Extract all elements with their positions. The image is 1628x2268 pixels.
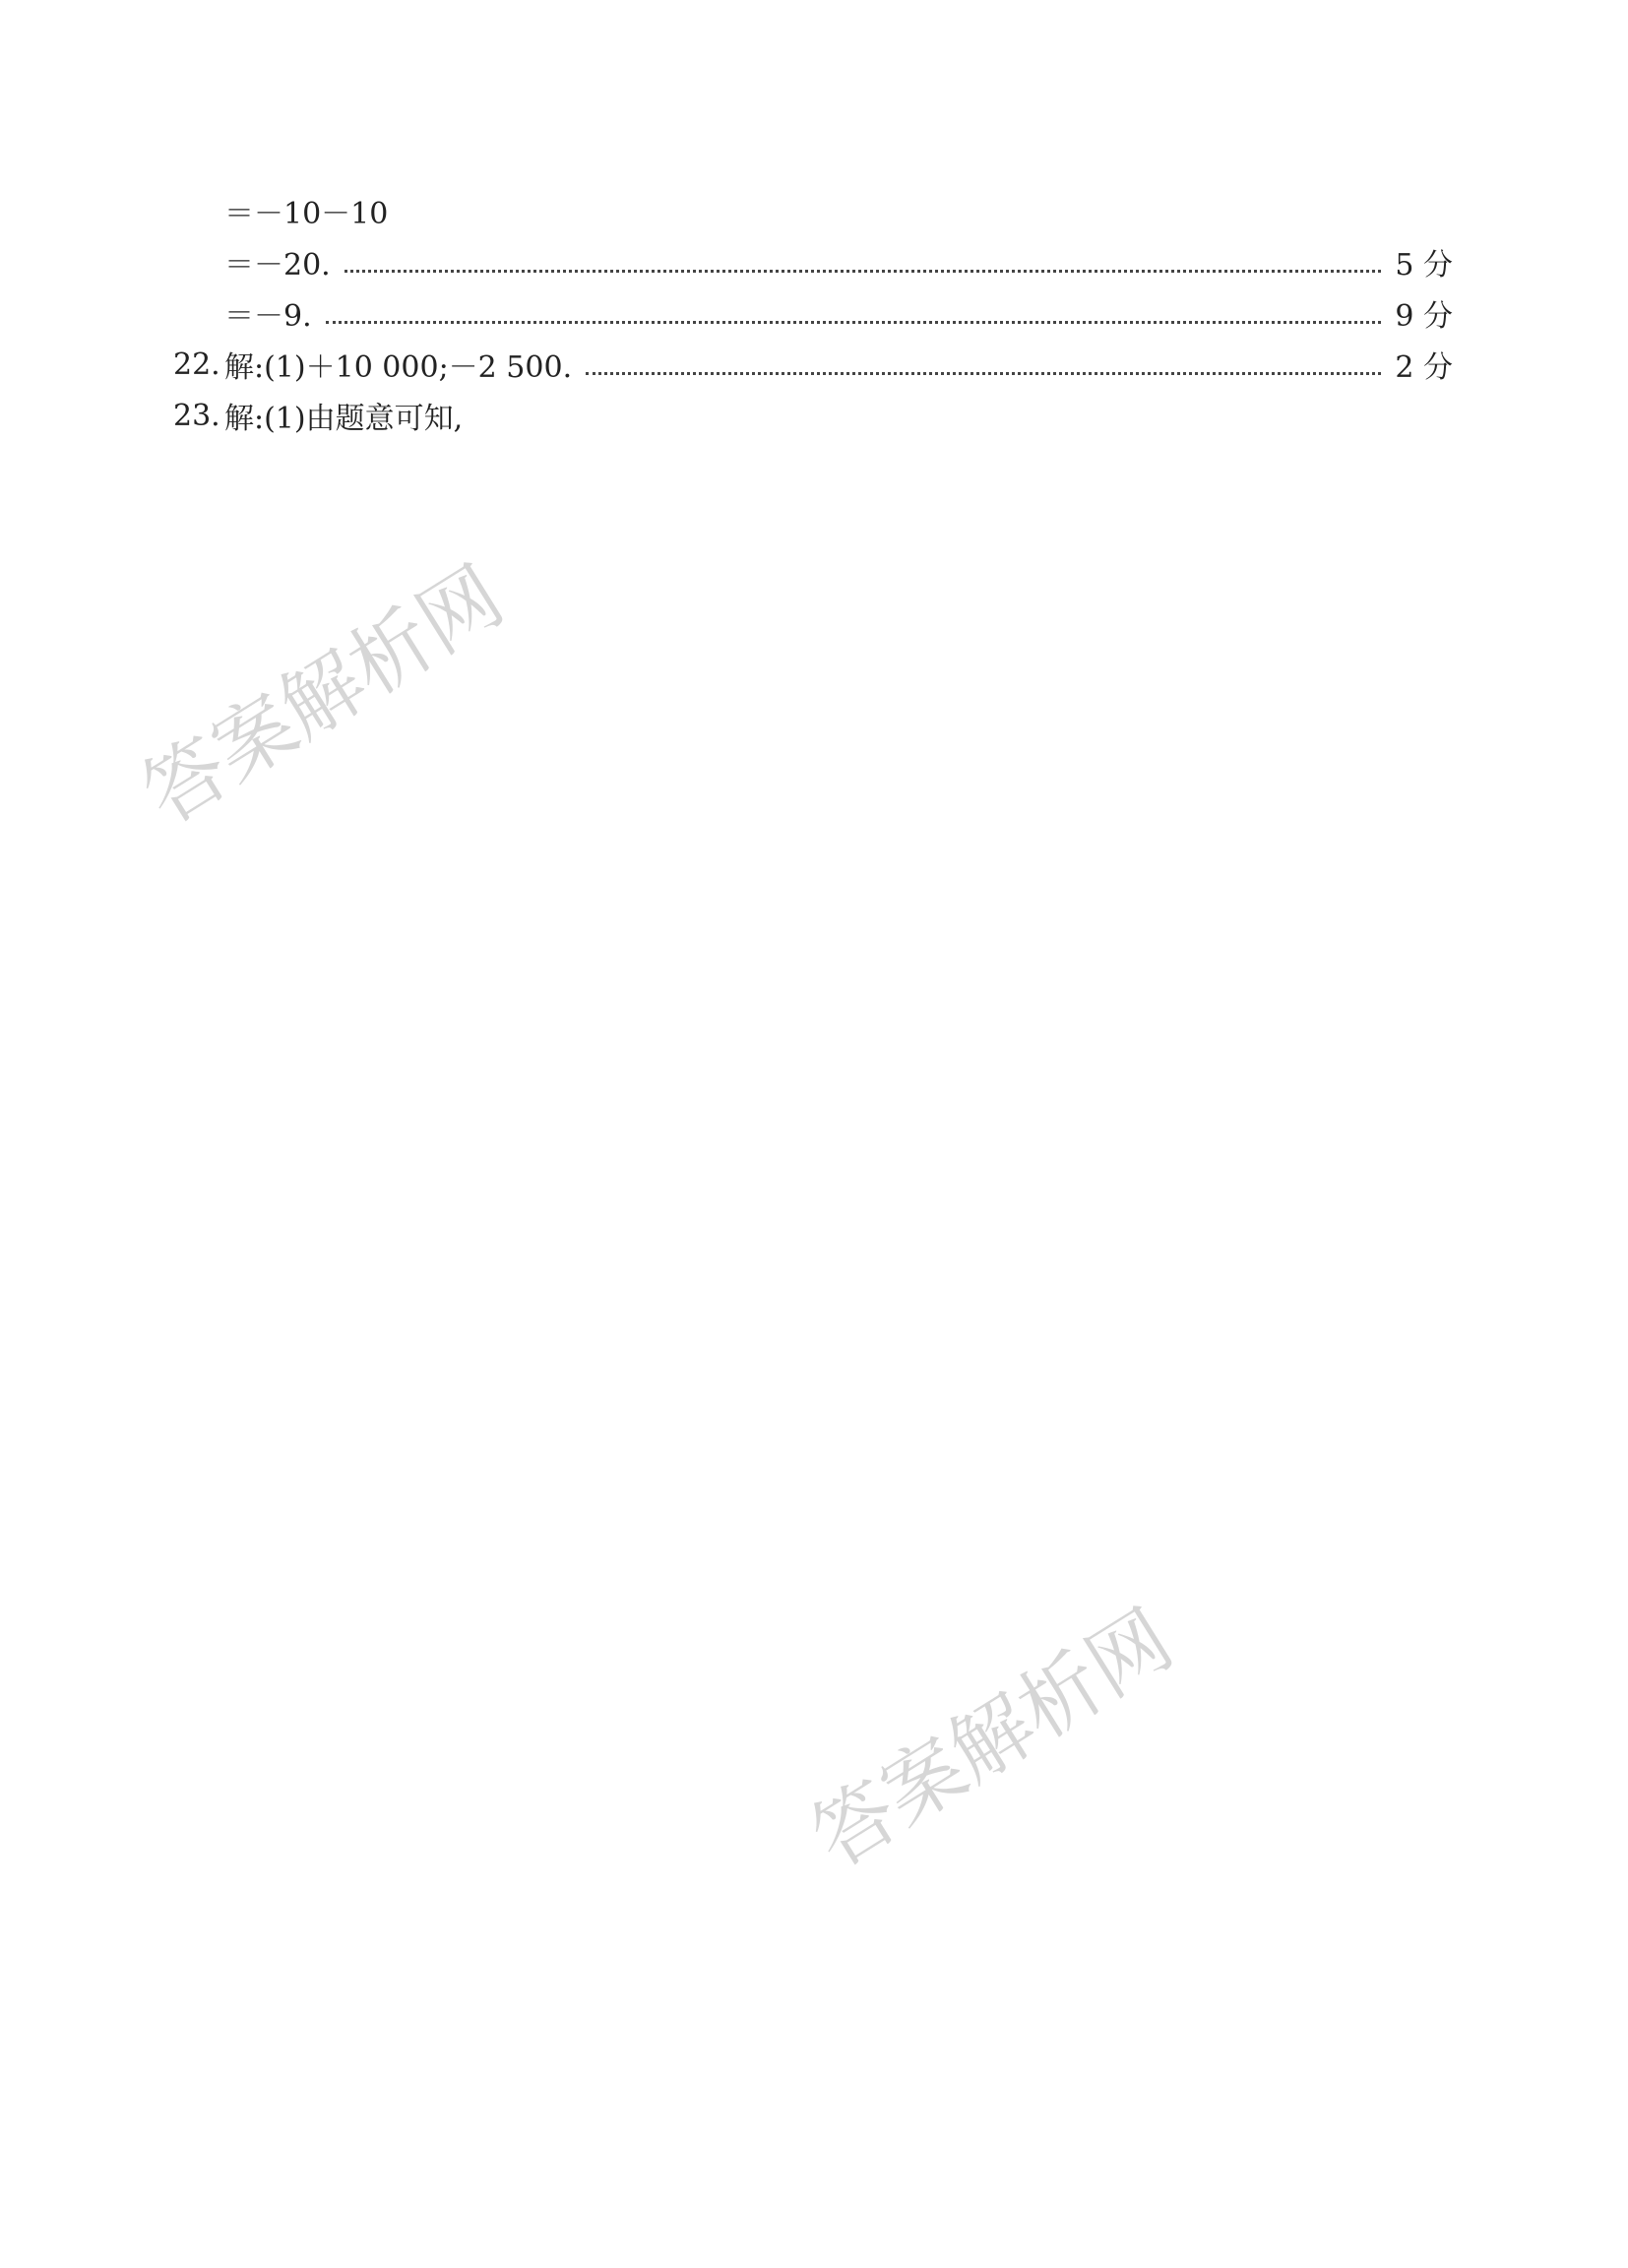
answer-line: [173, 339, 1453, 390]
dot-leader: [586, 354, 1381, 375]
watermark: 答案解析网: [796, 1592, 1189, 1886]
answer-line: [173, 236, 1453, 287]
watermark: 答案解析网: [127, 548, 520, 843]
question-number: 23.: [173, 398, 220, 433]
question-number: 22.: [173, 346, 220, 382]
dot-leader: [344, 252, 1382, 273]
score: 9 分: [1395, 299, 1453, 334]
answer-text: 解:(1)＋10 000;－2 500.: [224, 350, 573, 385]
dot-leader: [326, 303, 1382, 324]
score: 2 分: [1395, 350, 1453, 385]
answer-text: 解:(1)由题意可知,: [224, 402, 464, 436]
answer-text: ＝－10－10: [224, 197, 389, 231]
answer-text: ＝－20.: [224, 248, 331, 283]
answer-line: [173, 390, 1453, 441]
answer-line: [173, 287, 1453, 339]
score: 5 分: [1395, 248, 1453, 283]
answer-text: ＝－9.: [224, 299, 312, 334]
answer-line: [173, 185, 1453, 236]
answer-lines: [173, 185, 1453, 441]
